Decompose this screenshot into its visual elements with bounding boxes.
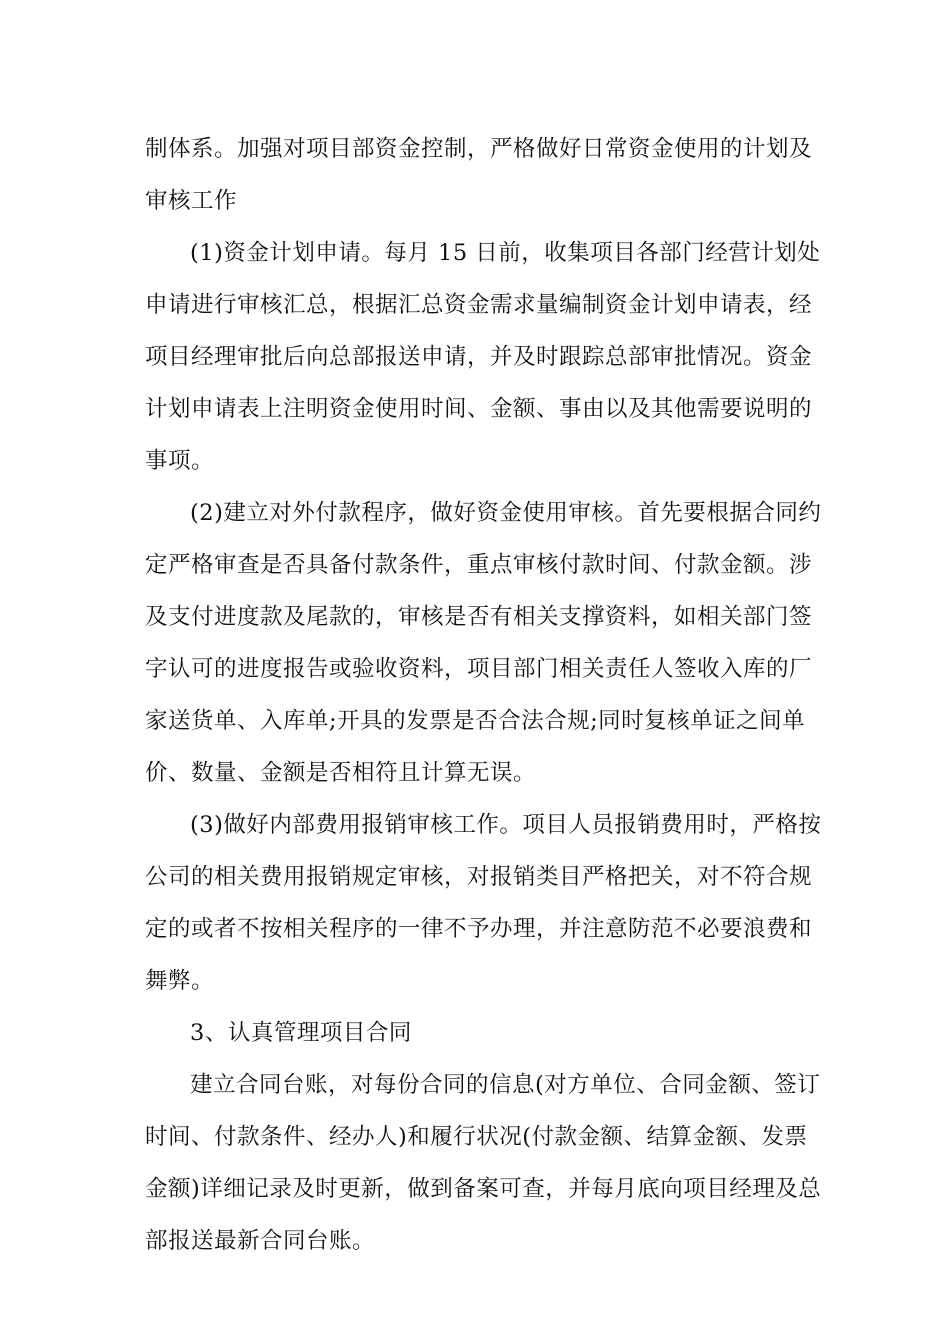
text-line: (3)做好内部费用报销审核工作。项目人员报销费用时，严格按 xyxy=(190,812,822,838)
text-line: 部报送最新合同台账。 xyxy=(145,1228,376,1254)
text-line: 申请进行审核汇总，根据汇总资金需求量编制资金计划申请表，经 xyxy=(145,292,813,318)
text-line: 金额)详细记录及时更新，做到备案可查，并每月底向项目经理及总 xyxy=(145,1176,822,1202)
text-line: 事项。 xyxy=(145,448,215,474)
text-line: 审核工作 xyxy=(145,188,238,214)
text-line: 建立合同台账，对每份合同的信息(对方单位、合同金额、签订 xyxy=(190,1072,821,1098)
text-line: 时间、付款条件、经办人)和履行状况(付款金额、结算金额、发票 xyxy=(145,1124,808,1150)
text-line: 制体系。加强对项目部资金控制，严格做好日常资金使用的计划及 xyxy=(145,136,813,162)
text-line: 价、数量、金额是否相符且计算无误。 xyxy=(145,760,537,786)
text-line: 字认可的进度报告或验收资料，项目部门相关责任人签收入库的厂 xyxy=(145,656,813,682)
text-line: 定严格审查是否具备付款条件，重点审核付款时间、付款金额。涉 xyxy=(145,552,813,578)
section-heading: 3、认真管理项目合同 xyxy=(190,1020,412,1046)
text-line: 计划申请表上注明资金使用时间、金额、事由以及其他需要说明的 xyxy=(145,396,813,422)
text-line: 舞弊。 xyxy=(145,968,215,994)
text-line: 及支付进度款及尾款的，审核是否有相关支撑资料，如相关部门签 xyxy=(145,604,813,630)
text-line: 定的或者不按相关程序的一律不予办理，并注意防范不必要浪费和 xyxy=(145,916,813,942)
text-line: (1)资金计划申请。每月 15 日前，收集项目各部门经营计划处 xyxy=(190,240,821,266)
text-line: 公司的相关费用报销规定审核，对报销类目严格把关，对不符合规 xyxy=(145,864,813,890)
text-line: 家送货单、入库单;开具的发票是否合法合规;同时复核单证之间单 xyxy=(145,708,806,734)
text-line: (2)建立对外付款程序，做好资金使用审核。首先要根据合同约 xyxy=(190,500,822,526)
text-line: 项目经理审批后向总部报送申请，并及时跟踪总部审批情况。资金 xyxy=(145,344,813,370)
